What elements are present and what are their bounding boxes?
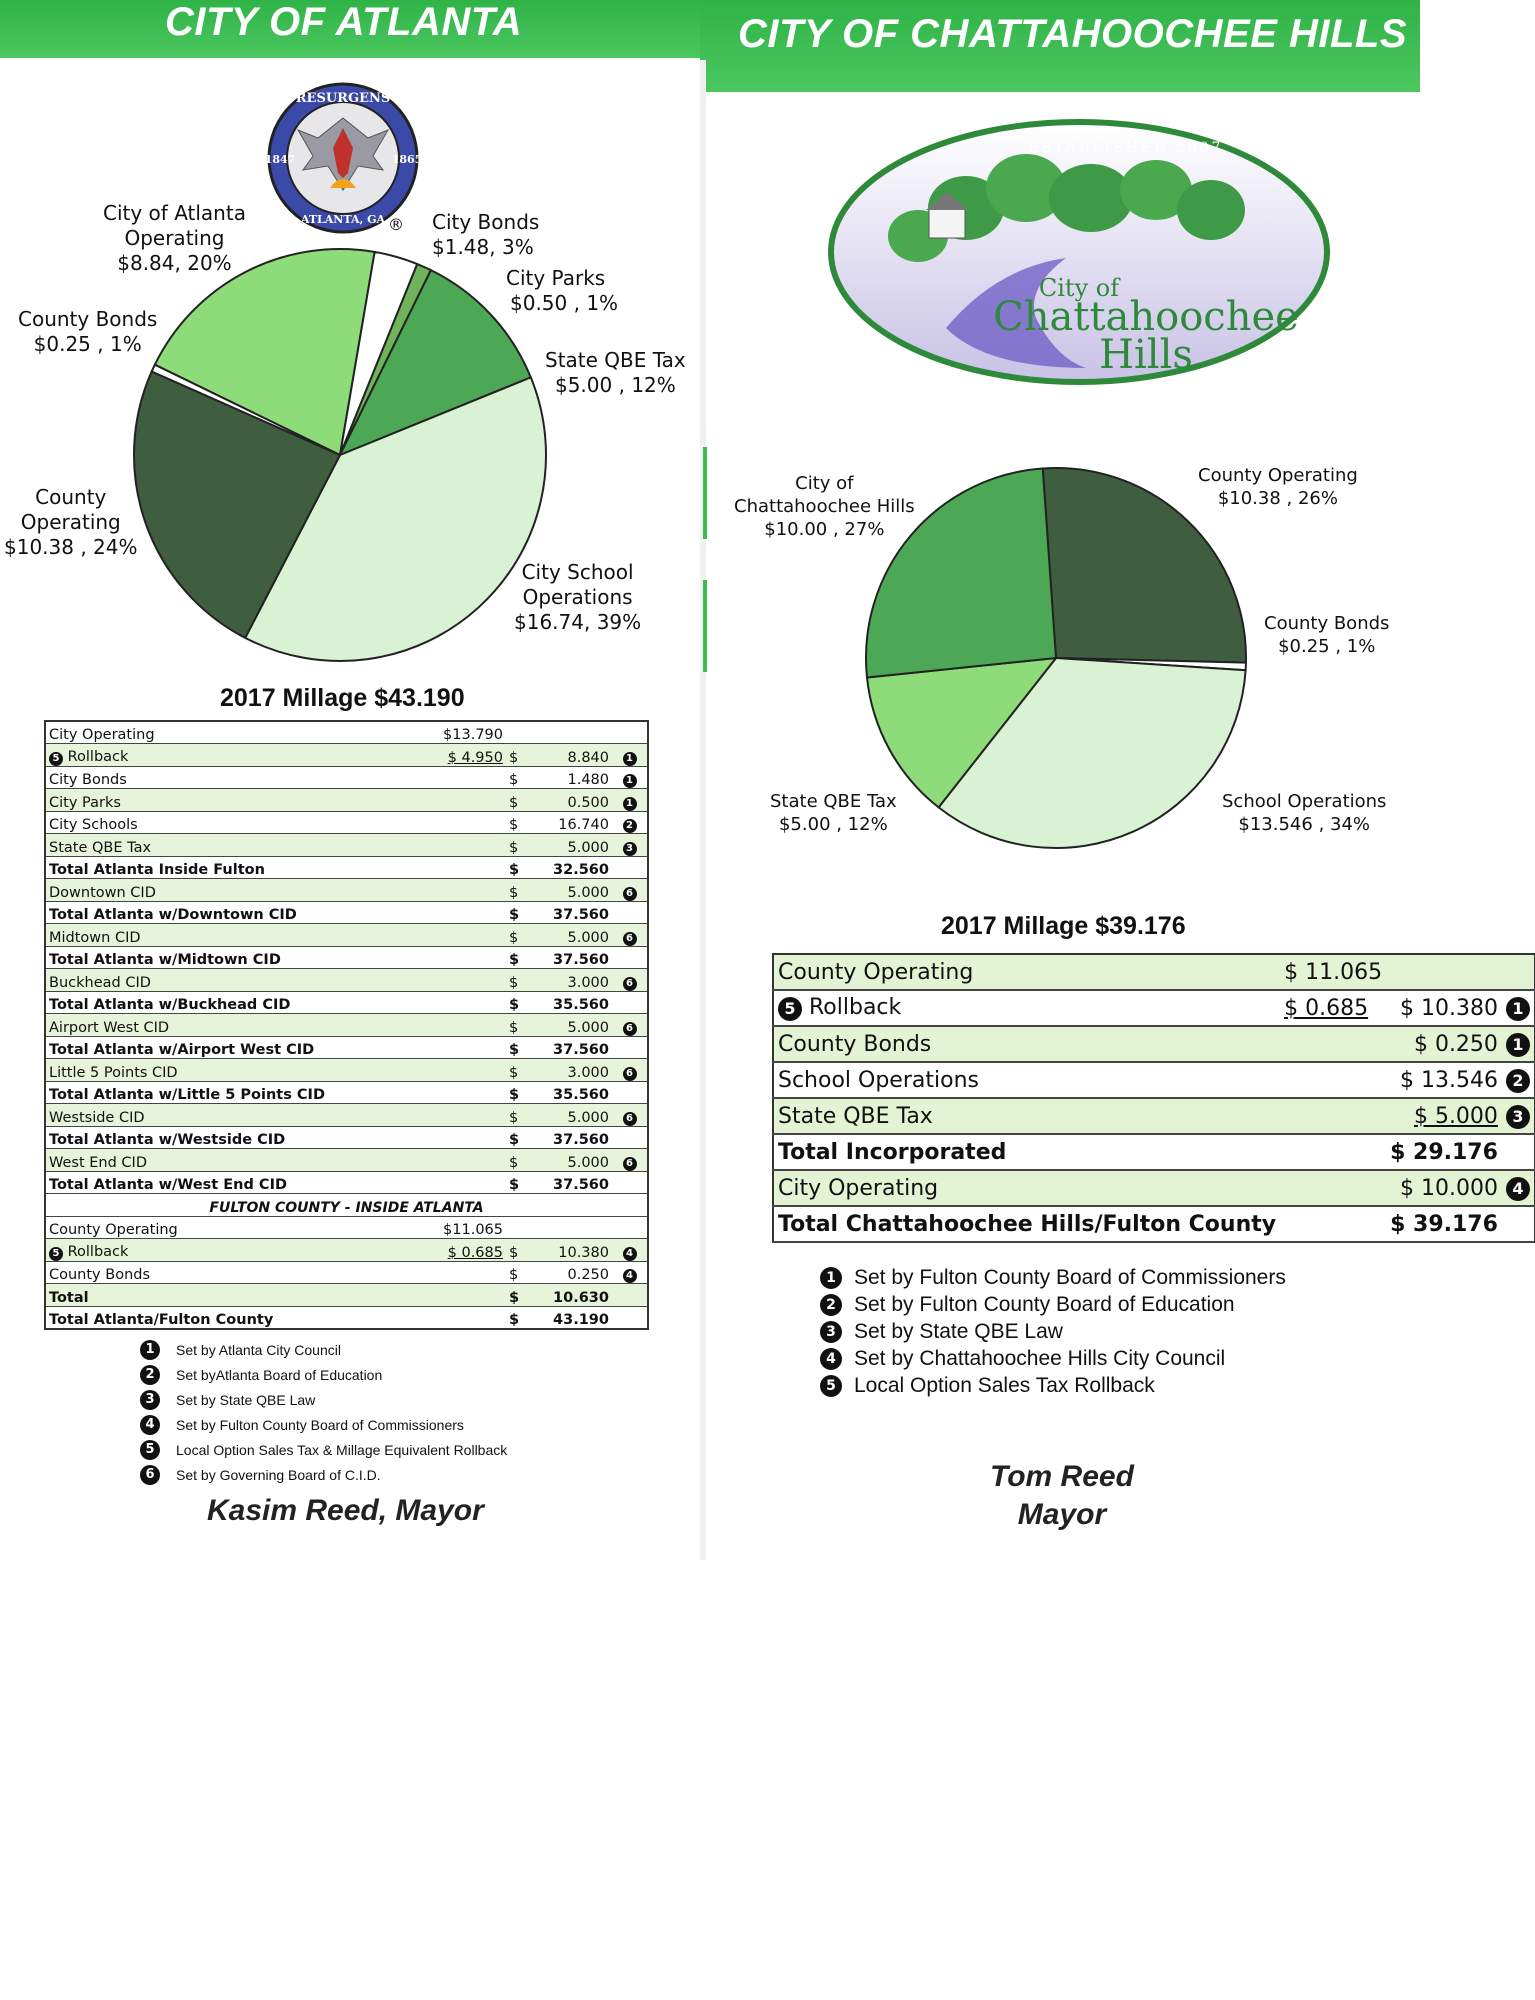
table-cell-value: $ 5.000 bbox=[1386, 1098, 1502, 1134]
footnote-marker: 1 bbox=[1506, 1033, 1530, 1057]
table-cell-mid bbox=[419, 879, 506, 902]
table-cell-value: 37.560 bbox=[534, 901, 612, 924]
table-row bbox=[45, 721, 648, 744]
table-cell-mid: $ 0.685 bbox=[419, 1239, 506, 1262]
chattahoochee-legend bbox=[820, 1264, 1286, 1399]
table-cell-label: Little 5 Points CID bbox=[45, 1059, 419, 1082]
table-cell-dollar: $ bbox=[506, 766, 534, 789]
table-cell-marker bbox=[1502, 1134, 1535, 1170]
accent-bar bbox=[703, 580, 707, 672]
table-row bbox=[773, 1170, 1535, 1206]
footnote-marker: 4 bbox=[140, 1415, 160, 1435]
chattahoochee-hills-logo bbox=[826, 118, 1332, 386]
legend-text: Set by Governing Board of C.I.D. bbox=[176, 1466, 381, 1483]
table-cell-mid bbox=[419, 1104, 506, 1127]
table-cell-label: 5 Rollback bbox=[773, 990, 1280, 1026]
table-cell-dollar bbox=[506, 1216, 534, 1239]
table-cell-value: 43.190 bbox=[534, 1306, 612, 1329]
table-cell-mid: $ 11.065 bbox=[1280, 954, 1386, 990]
table-cell-label: Total Atlanta w/West End CID bbox=[45, 1171, 419, 1194]
table-cell-value: 35.560 bbox=[534, 991, 612, 1014]
footnote-marker: 5 bbox=[778, 997, 802, 1021]
table-row bbox=[45, 1059, 648, 1082]
table-cell-marker bbox=[612, 1126, 648, 1149]
chattahoochee-millage-table bbox=[772, 953, 1535, 1243]
table-row bbox=[45, 946, 648, 969]
table-cell-dollar: $ bbox=[506, 1261, 534, 1284]
table-row bbox=[45, 879, 648, 902]
table-cell-label: County Bonds bbox=[773, 1026, 1280, 1062]
table-cell-value: 5.000 bbox=[534, 1014, 612, 1037]
table-cell-label: 5 Rollback bbox=[45, 1239, 419, 1262]
table-cell-marker bbox=[612, 1036, 648, 1059]
logo-established-text: ESTABLISHED 2007 bbox=[1028, 140, 1224, 156]
footnote-marker: 4 bbox=[820, 1348, 842, 1370]
table-cell-value: 37.560 bbox=[534, 1126, 612, 1149]
table-row bbox=[45, 924, 648, 947]
table-cell-value: 3.000 bbox=[534, 969, 612, 992]
table-cell-label: Total Atlanta w/Midtown CID bbox=[45, 946, 419, 969]
chattahoochee-banner: CITY OF CHATTAHOOCHEE HILLS bbox=[700, 0, 1420, 92]
atlanta-millage-title: 2017 Millage $43.190 bbox=[220, 684, 465, 712]
legend-item bbox=[140, 1437, 507, 1462]
table-row bbox=[45, 1171, 648, 1194]
legend-item bbox=[140, 1387, 507, 1412]
table-cell-value: 32.560 bbox=[534, 856, 612, 879]
atl-label-county-operating: County Operating $10.38 , 24% bbox=[4, 485, 138, 559]
table-cell-mid bbox=[419, 924, 506, 947]
legend-text: Set by Chattahoochee Hills City Council bbox=[854, 1346, 1226, 1370]
atl-label-city-parks: City Parks $0.50 , 1% bbox=[506, 266, 619, 315]
atl-label-city-school: City School Operations $16.74, 39% bbox=[514, 560, 642, 634]
table-row bbox=[773, 1026, 1535, 1062]
table-cell-dollar: $ bbox=[506, 834, 534, 857]
table-row bbox=[45, 1081, 648, 1104]
table-cell-mid bbox=[1280, 1098, 1386, 1134]
table-cell-marker bbox=[1502, 1170, 1535, 1206]
table-cell-value: $ 10.380 bbox=[1386, 990, 1502, 1026]
table-cell-label: Total Atlanta/Fulton County bbox=[45, 1306, 419, 1329]
seal-text-top: RESURGENS bbox=[295, 91, 391, 106]
table-cell-marker bbox=[612, 1284, 648, 1307]
table-cell-dollar: $ bbox=[506, 1036, 534, 1059]
table-cell-value: 10.380 bbox=[534, 1239, 612, 1262]
table-cell-label: Total Atlanta w/Little 5 Points CID bbox=[45, 1081, 419, 1104]
table-cell-label: Total bbox=[45, 1284, 419, 1307]
footnote-marker: 6 bbox=[623, 977, 637, 991]
footnote-marker: 5 bbox=[820, 1375, 842, 1397]
table-cell-mid bbox=[1280, 1026, 1386, 1062]
atlanta-mayor: Kasim Reed, Mayor bbox=[207, 1494, 484, 1527]
table-cell-dollar: $ bbox=[506, 991, 534, 1014]
table-cell-mid bbox=[419, 1081, 506, 1104]
table-cell-mid bbox=[419, 946, 506, 969]
table-cell-marker bbox=[612, 1149, 648, 1172]
footnote-marker: 1 bbox=[623, 752, 637, 766]
table-cell-mid bbox=[419, 1149, 506, 1172]
ch-label-city: City of Chattahoochee Hills $10.00 , 27% bbox=[734, 473, 915, 540]
table-row bbox=[45, 1014, 648, 1037]
logo-city-of-text: City of bbox=[1038, 274, 1120, 302]
table-cell-value: $ 10.000 bbox=[1386, 1170, 1502, 1206]
footnote-marker: 5 bbox=[140, 1440, 160, 1460]
legend-text: Local Option Sales Tax & Millage Equivalent Rollback bbox=[176, 1441, 508, 1458]
table-cell-label: Total Chattahoochee Hills/Fulton County bbox=[773, 1206, 1280, 1242]
logo-name1-text: Chattahoochee bbox=[993, 294, 1299, 340]
table-cell-marker bbox=[612, 834, 648, 857]
footnote-marker: 4 bbox=[623, 1247, 637, 1261]
table-cell-value: 37.560 bbox=[534, 1036, 612, 1059]
seal-text-left: 1847 bbox=[264, 153, 296, 166]
table-cell-value: $ 39.176 bbox=[1386, 1206, 1502, 1242]
table-row bbox=[45, 834, 648, 857]
table-cell-label: City Schools bbox=[45, 811, 419, 834]
table-cell-dollar: $ bbox=[506, 1284, 534, 1307]
legend-text: Set by State QBE Law bbox=[176, 1391, 316, 1408]
table-row bbox=[45, 901, 648, 924]
table-cell-label: County Operating bbox=[45, 1216, 419, 1239]
table-cell-dollar: $ bbox=[506, 969, 534, 992]
table-cell-label: Total Atlanta w/Buckhead CID bbox=[45, 991, 419, 1014]
table-cell-dollar: $ bbox=[506, 1149, 534, 1172]
table-row bbox=[45, 969, 648, 992]
table-cell-label: Total Atlanta w/Downtown CID bbox=[45, 901, 419, 924]
table-cell-dollar: $ bbox=[506, 744, 534, 767]
footnote-marker: 3 bbox=[140, 1390, 160, 1410]
table-cell-mid bbox=[419, 1261, 506, 1284]
table-cell-mid bbox=[419, 991, 506, 1014]
table-cell-value: $ 29.176 bbox=[1386, 1134, 1502, 1170]
table-row bbox=[773, 1206, 1535, 1242]
footnote-marker: 4 bbox=[623, 1269, 637, 1283]
table-cell-marker bbox=[612, 1216, 648, 1239]
atlanta-millage-table bbox=[44, 720, 649, 1330]
table-cell-mid bbox=[419, 856, 506, 879]
atl-label-state-qbe: State QBE Tax $5.00 , 12% bbox=[545, 348, 686, 397]
table-cell-value bbox=[534, 721, 612, 744]
table-cell-dollar: $ bbox=[506, 879, 534, 902]
table-cell-marker bbox=[612, 811, 648, 834]
seal-text-bottom: ATLANTA, GA bbox=[300, 213, 386, 226]
table-cell-marker bbox=[612, 1104, 648, 1127]
table-cell-marker bbox=[1502, 1026, 1535, 1062]
table-cell-marker bbox=[612, 1306, 648, 1329]
table-cell-mid: $ 0.685 bbox=[1280, 990, 1386, 1026]
footnote-marker: 1 bbox=[820, 1267, 842, 1289]
table-row bbox=[45, 744, 648, 767]
accent-bar bbox=[703, 447, 707, 539]
table-cell-mid bbox=[1280, 1206, 1386, 1242]
table-cell-mid: $11.065 bbox=[419, 1216, 506, 1239]
table-cell-dollar: $ bbox=[506, 946, 534, 969]
footnote-marker: 6 bbox=[623, 1112, 637, 1126]
footnote-marker: 3 bbox=[820, 1321, 842, 1343]
table-cell-value bbox=[534, 1216, 612, 1239]
table-cell-value bbox=[1386, 954, 1502, 990]
logo-name2-text: Hills bbox=[1099, 332, 1193, 378]
table-row bbox=[45, 1149, 648, 1172]
table-cell-value: 1.480 bbox=[534, 766, 612, 789]
footnote-marker: 6 bbox=[140, 1465, 160, 1485]
table-cell-marker bbox=[612, 1239, 648, 1262]
table-cell-dollar: $ bbox=[506, 789, 534, 812]
legend-text: Set by Atlanta City Council bbox=[176, 1341, 341, 1358]
table-cell-dollar: $ bbox=[506, 1306, 534, 1329]
footnote-marker: 2 bbox=[820, 1294, 842, 1316]
footnote-marker: 1 bbox=[623, 774, 637, 788]
legend-text: Local Option Sales Tax Rollback bbox=[854, 1373, 1155, 1397]
footnote-marker: 1 bbox=[1506, 997, 1530, 1021]
table-cell-dollar: $ bbox=[506, 1081, 534, 1104]
footnote-marker: 1 bbox=[623, 797, 637, 811]
table-cell-mid bbox=[419, 1014, 506, 1037]
footnote-marker: 5 bbox=[49, 1247, 63, 1261]
table-cell-mid bbox=[1280, 1134, 1386, 1170]
table-cell-label: City Parks bbox=[45, 789, 419, 812]
table-row bbox=[45, 811, 648, 834]
footnote-marker: 6 bbox=[623, 1022, 637, 1036]
table-cell-label: 5 Rollback bbox=[45, 744, 419, 767]
table-cell-value: 5.000 bbox=[534, 879, 612, 902]
legend-item bbox=[820, 1264, 1286, 1291]
table-row bbox=[45, 991, 648, 1014]
atlanta-banner: CITY OF ATLANTA bbox=[0, 0, 700, 58]
table-cell-marker bbox=[612, 1014, 648, 1037]
table-cell-label: Buckhead CID bbox=[45, 969, 419, 992]
legend-item bbox=[820, 1372, 1286, 1399]
footnote-marker: 1 bbox=[140, 1340, 160, 1360]
table-cell-mid bbox=[419, 1284, 506, 1307]
legend-text: Set by Fulton County Board of Commissioners bbox=[176, 1416, 464, 1433]
table-cell-marker bbox=[612, 946, 648, 969]
table-row bbox=[773, 954, 1535, 990]
table-cell-value: 0.500 bbox=[534, 789, 612, 812]
legend-text: Set by State QBE Law bbox=[854, 1319, 1063, 1343]
table-cell-label: Downtown CID bbox=[45, 879, 419, 902]
footnote-marker: 6 bbox=[623, 1157, 637, 1171]
ch-label-county-bonds: County Bonds $0.25 , 1% bbox=[1264, 613, 1390, 657]
table-cell-value: 5.000 bbox=[534, 1104, 612, 1127]
table-row bbox=[773, 990, 1535, 1026]
atlanta-legend bbox=[140, 1337, 507, 1487]
table-row bbox=[45, 1284, 648, 1307]
table-cell-label: Total Atlanta Inside Fulton bbox=[45, 856, 419, 879]
table-cell-mid bbox=[419, 834, 506, 857]
table-cell-mid bbox=[419, 901, 506, 924]
chattahoochee-pie-chart bbox=[860, 450, 1250, 860]
legend-item bbox=[820, 1345, 1286, 1372]
legend-item bbox=[140, 1412, 507, 1437]
table-cell-marker bbox=[612, 924, 648, 947]
table-cell-marker bbox=[612, 991, 648, 1014]
chattahoochee-mayor: Tom Reed Mayor bbox=[990, 1460, 1134, 1531]
table-row bbox=[45, 1036, 648, 1059]
table-cell-value: 16.740 bbox=[534, 811, 612, 834]
table-cell-mid bbox=[419, 1036, 506, 1059]
table-row bbox=[45, 1261, 648, 1284]
table-cell-dollar: $ bbox=[506, 811, 534, 834]
atl-label-city-operating: City of Atlanta Operating $8.84, 20% bbox=[103, 201, 246, 275]
table-cell-mid: $13.790 bbox=[419, 721, 506, 744]
table-cell-marker bbox=[612, 856, 648, 879]
table-cell-mid bbox=[419, 766, 506, 789]
footnote-marker: 6 bbox=[623, 932, 637, 946]
registered-mark: ® bbox=[388, 215, 404, 234]
table-cell-marker bbox=[1502, 1062, 1535, 1098]
footnote-marker: 2 bbox=[140, 1365, 160, 1385]
table-cell-mid bbox=[419, 789, 506, 812]
table-cell-mid bbox=[419, 811, 506, 834]
table-cell-label: School Operations bbox=[773, 1062, 1280, 1098]
legend-text: Set by Fulton County Board of Education bbox=[854, 1292, 1235, 1316]
table-row bbox=[45, 1216, 648, 1239]
table-cell-label: Westside CID bbox=[45, 1104, 419, 1127]
table-cell-label: Midtown CID bbox=[45, 924, 419, 947]
footnote-marker: 6 bbox=[623, 1067, 637, 1081]
footnote-marker: 3 bbox=[623, 842, 637, 856]
footnote-marker: 2 bbox=[623, 819, 637, 833]
ch-label-school-operations: School Operations $13.546 , 34% bbox=[1222, 791, 1387, 835]
legend-item bbox=[140, 1362, 507, 1387]
table-cell-label: Total Atlanta w/Westside CID bbox=[45, 1126, 419, 1149]
table-row bbox=[45, 1126, 648, 1149]
table-cell-mid bbox=[1280, 1170, 1386, 1206]
table-cell-value: 10.630 bbox=[534, 1284, 612, 1307]
table-cell-dollar: $ bbox=[506, 1059, 534, 1082]
footnote-marker: 3 bbox=[1506, 1105, 1530, 1129]
table-cell-mid bbox=[419, 1171, 506, 1194]
table-cell-dollar: $ bbox=[506, 1171, 534, 1194]
atl-label-city-bonds: City Bonds $1.48, 3% bbox=[432, 210, 540, 259]
table-cell-label: State QBE Tax bbox=[45, 834, 419, 857]
table-cell-marker bbox=[1502, 1098, 1535, 1134]
table-cell-label: State QBE Tax bbox=[773, 1098, 1280, 1134]
table-cell-value: 35.560 bbox=[534, 1081, 612, 1104]
table-cell-marker bbox=[612, 1261, 648, 1284]
table-cell-value: 0.250 bbox=[534, 1261, 612, 1284]
ch-label-county-operating: County Operating $10.38 , 26% bbox=[1198, 465, 1358, 509]
footnote-marker: 4 bbox=[1506, 1177, 1530, 1201]
table-cell-value: $ 0.250 bbox=[1386, 1026, 1502, 1062]
chattahoochee-millage-title: 2017 Millage $39.176 bbox=[941, 912, 1186, 940]
atl-label-county-bonds: County Bonds $0.25 , 1% bbox=[18, 307, 158, 356]
table-cell-label: Total Atlanta w/Airport West CID bbox=[45, 1036, 419, 1059]
table-section-row bbox=[45, 1194, 648, 1217]
table-cell-label: County Operating bbox=[773, 954, 1280, 990]
table-cell-dollar bbox=[506, 721, 534, 744]
table-row bbox=[45, 1239, 648, 1262]
footnote-marker: 5 bbox=[49, 752, 63, 766]
footnote-marker: 2 bbox=[1506, 1069, 1530, 1093]
table-row bbox=[45, 766, 648, 789]
table-cell-label: Airport West CID bbox=[45, 1014, 419, 1037]
table-cell-mid bbox=[419, 1306, 506, 1329]
table-row bbox=[45, 856, 648, 879]
table-cell-marker bbox=[612, 721, 648, 744]
table-row bbox=[45, 789, 648, 812]
table-cell-marker bbox=[1502, 990, 1535, 1026]
table-cell-mid bbox=[419, 969, 506, 992]
table-section-label: FULTON COUNTY - INSIDE ATLANTA bbox=[45, 1194, 648, 1217]
table-cell-dollar: $ bbox=[506, 1239, 534, 1262]
table-row bbox=[45, 1306, 648, 1329]
table-cell-marker bbox=[612, 969, 648, 992]
table-cell-label: County Bonds bbox=[45, 1261, 419, 1284]
table-cell-label: City Operating bbox=[45, 721, 419, 744]
table-cell-value: 5.000 bbox=[534, 924, 612, 947]
legend-text: Set byAtlanta Board of Education bbox=[176, 1366, 383, 1383]
table-cell-marker bbox=[612, 744, 648, 767]
table-cell-marker bbox=[612, 879, 648, 902]
legend-item bbox=[140, 1337, 507, 1362]
table-cell-value: 5.000 bbox=[534, 834, 612, 857]
table-cell-dollar: $ bbox=[506, 1104, 534, 1127]
column-divider bbox=[700, 60, 706, 1560]
table-cell-value: 8.840 bbox=[534, 744, 612, 767]
table-cell-label: Total Incorporated bbox=[773, 1134, 1280, 1170]
table-cell-marker bbox=[612, 789, 648, 812]
table-row bbox=[773, 1134, 1535, 1170]
table-cell-mid bbox=[419, 1126, 506, 1149]
table-cell-value: 3.000 bbox=[534, 1059, 612, 1082]
table-cell-marker bbox=[1502, 1206, 1535, 1242]
table-cell-marker bbox=[612, 766, 648, 789]
legend-text: Set by Fulton County Board of Commissioners bbox=[854, 1265, 1286, 1289]
legend-item bbox=[140, 1462, 507, 1487]
table-cell-value: 37.560 bbox=[534, 1171, 612, 1194]
footnote-marker: 6 bbox=[623, 887, 637, 901]
table-row bbox=[45, 1104, 648, 1127]
table-cell-marker bbox=[612, 1171, 648, 1194]
table-cell-dollar: $ bbox=[506, 1126, 534, 1149]
table-cell-marker bbox=[612, 1081, 648, 1104]
table-cell-value: 5.000 bbox=[534, 1149, 612, 1172]
atlanta-pie-chart bbox=[130, 240, 550, 670]
table-cell-value: 37.560 bbox=[534, 946, 612, 969]
table-cell-dollar: $ bbox=[506, 901, 534, 924]
table-cell-mid bbox=[419, 1059, 506, 1082]
ch-label-state-qbe: State QBE Tax $5.00 , 12% bbox=[770, 791, 897, 835]
table-cell-label: City Bonds bbox=[45, 766, 419, 789]
table-cell-dollar: $ bbox=[506, 1014, 534, 1037]
table-cell-mid bbox=[1280, 1062, 1386, 1098]
table-row bbox=[773, 1062, 1535, 1098]
table-cell-label: City Operating bbox=[773, 1170, 1280, 1206]
table-cell-marker bbox=[1502, 954, 1535, 990]
table-cell-marker bbox=[612, 1059, 648, 1082]
seal-text-right: 1865 bbox=[391, 153, 423, 166]
table-cell-marker bbox=[612, 901, 648, 924]
table-cell-value: $ 13.546 bbox=[1386, 1062, 1502, 1098]
legend-item bbox=[820, 1291, 1286, 1318]
table-row bbox=[773, 1098, 1535, 1134]
table-cell-dollar: $ bbox=[506, 924, 534, 947]
table-cell-label: West End CID bbox=[45, 1149, 419, 1172]
table-cell-mid: $ 4.950 bbox=[419, 744, 506, 767]
table-cell-dollar: $ bbox=[506, 856, 534, 879]
legend-item bbox=[820, 1318, 1286, 1345]
